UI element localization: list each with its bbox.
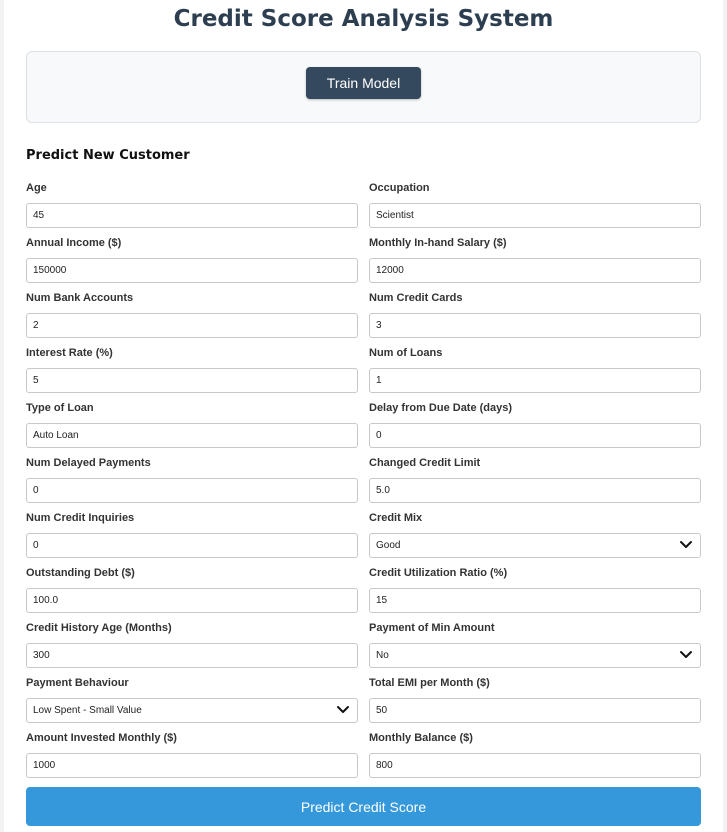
field-value: 12000 (376, 265, 404, 276)
field-label: Changed Credit Limit (369, 457, 481, 469)
field-value: 15 (376, 595, 388, 606)
field-interest-rate (26, 345, 358, 393)
field-total-emi-per-month (369, 675, 701, 723)
field-label: Interest Rate (%) (26, 347, 113, 359)
page-title: Credit Score Analysis System (173, 6, 554, 32)
type-of-loan-input[interactable] (26, 423, 358, 448)
num-credit-cards-input[interactable] (369, 313, 701, 338)
field-label: Payment Behaviour (26, 677, 129, 689)
predict-credit-score-button[interactable]: Predict Credit Score (26, 787, 701, 826)
field-label: Num Credit Cards (369, 292, 463, 304)
field-label: Credit Utilization Ratio (%) (369, 567, 508, 579)
field-label: Age (26, 182, 47, 194)
annual-income-input[interactable] (26, 258, 358, 283)
field-label: Num Bank Accounts (26, 292, 134, 304)
credit-mix-select[interactable] (369, 533, 701, 558)
field-label: Outstanding Debt ($) (26, 567, 135, 579)
field-value: 2 (33, 320, 39, 331)
outstanding-debt-input[interactable] (26, 588, 358, 613)
field-label: Monthly In-hand Salary ($) (369, 237, 507, 249)
field-value: 45 (33, 210, 45, 221)
field-occupation (369, 180, 701, 228)
field-label: Num Credit Inquiries (26, 512, 135, 524)
train-panel (26, 51, 701, 123)
delay-from-due-date-days-input[interactable] (369, 423, 701, 448)
field-label: Total EMI per Month ($) (369, 677, 490, 689)
field-monthly-balance (369, 730, 701, 778)
field-num-bank-accounts (26, 290, 358, 338)
section-title: Predict New Customer (26, 148, 190, 163)
field-amount-invested-monthly (26, 730, 358, 778)
field-label: Num Delayed Payments (26, 457, 151, 469)
field-label: Occupation (369, 182, 430, 194)
field-value: 800 (376, 760, 393, 771)
field-payment-of-min-amount (369, 620, 701, 668)
num-bank-accounts-input[interactable] (26, 313, 358, 338)
monthly-balance-input[interactable] (369, 753, 701, 778)
credit-utilization-ratio-input[interactable] (369, 588, 701, 613)
num-credit-inquiries-input[interactable] (26, 533, 358, 558)
field-label: Delay from Due Date (days) (369, 402, 513, 414)
field-num-credit-cards (369, 290, 701, 338)
field-type-of-loan (26, 400, 358, 448)
field-annual-income (26, 235, 358, 283)
field-value: Auto Loan (33, 430, 79, 441)
field-value: 50 (376, 705, 388, 716)
field-label: Num of Loans (369, 347, 443, 359)
field-payment-behaviour (26, 675, 358, 723)
field-value: 300 (33, 650, 50, 661)
age-input[interactable] (26, 203, 358, 228)
field-changed-credit-limit (369, 455, 701, 503)
total-emi-per-month-input[interactable] (369, 698, 701, 723)
field-value: 0 (33, 540, 39, 551)
field-value: Scientist (376, 210, 414, 221)
field-monthly-in-hand-salary (369, 235, 701, 283)
field-label: Annual Income ($) (26, 237, 122, 249)
field-value: 5.0 (376, 485, 390, 496)
field-num-of-loans (369, 345, 701, 393)
train-model-button[interactable]: Train Model (306, 67, 421, 99)
field-value: Good (376, 540, 401, 551)
changed-credit-limit-input[interactable] (369, 478, 701, 503)
payment-of-min-amount-select[interactable] (369, 643, 701, 668)
field-label: Credit History Age (Months) (26, 622, 172, 634)
field-credit-utilization-ratio (369, 565, 701, 613)
field-value: 1 (376, 375, 382, 386)
field-label: Credit Mix (369, 512, 423, 524)
chevron-down-icon (336, 705, 350, 715)
monthly-in-hand-salary-input[interactable] (369, 258, 701, 283)
field-num-delayed-payments (26, 455, 358, 503)
field-label: Payment of Min Amount (369, 622, 495, 634)
chevron-down-icon (679, 650, 693, 660)
field-value: 100.0 (33, 595, 59, 606)
field-num-credit-inquiries (26, 510, 358, 558)
field-value: No (376, 650, 389, 661)
field-value: 0 (33, 485, 39, 496)
amount-invested-monthly-input[interactable] (26, 753, 358, 778)
field-value: 150000 (33, 265, 67, 276)
field-value: 1000 (33, 760, 56, 771)
field-age (26, 180, 358, 228)
field-label: Type of Loan (26, 402, 94, 414)
field-outstanding-debt (26, 565, 358, 613)
credit-history-age-months-input[interactable] (26, 643, 358, 668)
payment-behaviour-select[interactable] (26, 698, 358, 723)
num-of-loans-input[interactable] (369, 368, 701, 393)
chevron-down-icon (679, 540, 693, 550)
interest-rate-input[interactable] (26, 368, 358, 393)
field-value: 5 (33, 375, 39, 386)
occupation-input[interactable] (369, 203, 701, 228)
field-label: Monthly Balance ($) (369, 732, 473, 744)
field-value: 3 (376, 320, 382, 331)
field-label: Amount Invested Monthly ($) (26, 732, 177, 744)
field-credit-mix (369, 510, 701, 558)
field-credit-history-age-months (26, 620, 358, 668)
num-delayed-payments-input[interactable] (26, 478, 358, 503)
field-value: 0 (376, 430, 382, 441)
field-value: Low Spent - Small Value (33, 705, 142, 716)
field-delay-from-due-date-days (369, 400, 701, 448)
